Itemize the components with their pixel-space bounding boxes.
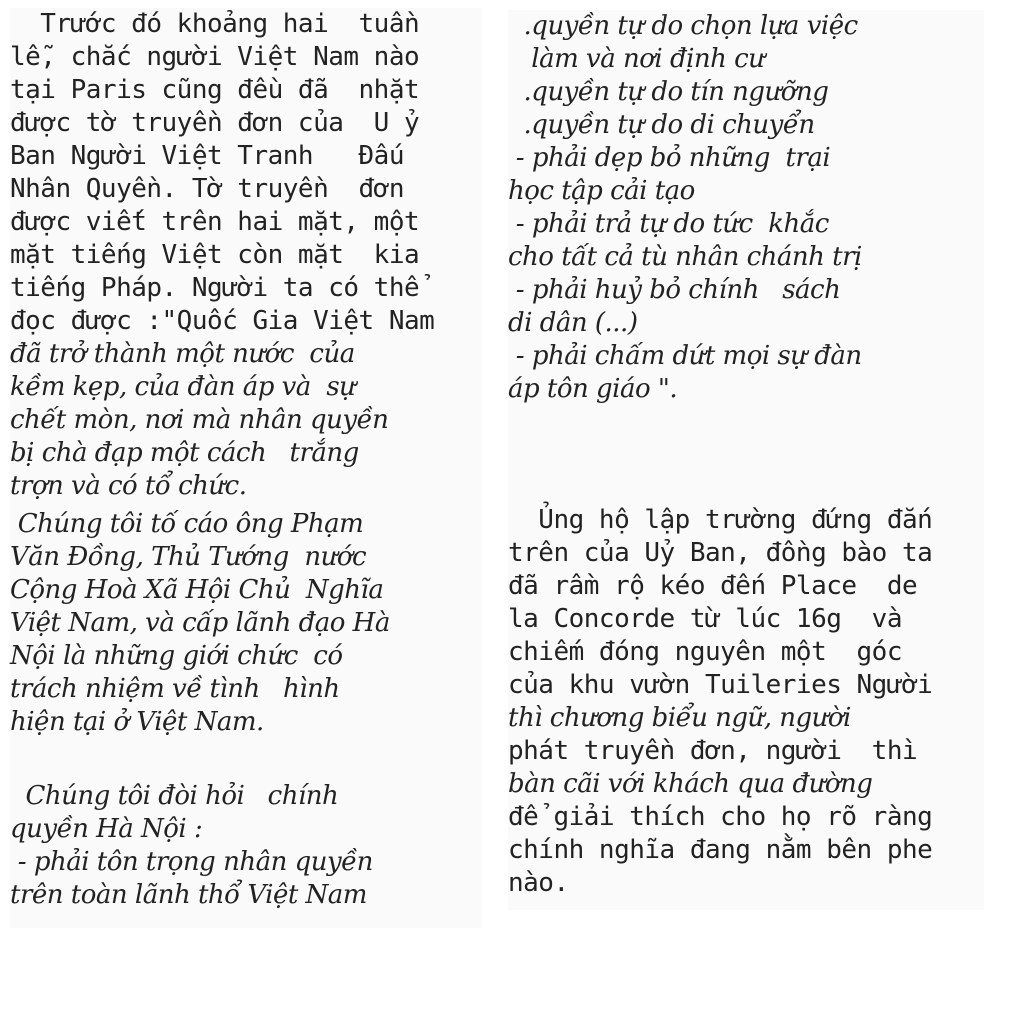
text-line: mặt tiếng Việt còn mặt kia — [10, 240, 420, 270]
text-line: - phải tôn trọng nhân quyền — [10, 847, 373, 877]
text-line: đã rầm rộ kéo đến Place de — [508, 571, 918, 601]
list-item: học tập cải tạo — [508, 176, 695, 206]
text-line: Cộng Hoà Xã Hội Chủ Nghĩa — [10, 575, 384, 605]
paragraph-4 — [508, 504, 932, 900]
text-line: Văn Đồng, Thủ Tướng nước — [10, 542, 367, 572]
text-line: Trước đó khoảng hai tuần — [10, 9, 420, 39]
list-item: .quyền tự do chọn lựa việc — [508, 11, 858, 41]
text-line: bị chà đạp một cách trắng — [10, 438, 359, 468]
text-line: phát truyền đơn, người thì — [508, 736, 918, 766]
paragraph-1 — [10, 8, 434, 503]
text-line: đọc được :"Quốc Gia Việt Nam — [10, 306, 435, 336]
list-item: di dân (...) — [508, 308, 638, 338]
list-item: làm và nơi định cư — [508, 44, 765, 74]
list-item: - phải chấm dứt mọi sự đàn — [508, 341, 862, 371]
list-item: cho tất cả tù nhân chánh trị — [508, 242, 862, 272]
text-line: đã trở thành một nước của — [10, 339, 355, 369]
text-line: được tờ truyền đơn của U ỷ — [10, 108, 420, 138]
list-continued — [508, 10, 862, 406]
text-line: kềm kẹp, của đàn áp và sự — [10, 372, 356, 402]
list-item: .quyền tự do tín ngưỡng — [508, 77, 829, 107]
list-item: - phải huỷ bỏ chính sách — [508, 275, 841, 305]
text-line: trên toàn lãnh thổ Việt Nam — [10, 880, 367, 910]
text-line: chiếm đóng nguyên một góc — [508, 637, 902, 667]
paragraph-2 — [10, 508, 390, 739]
text-line: quyền Hà Nội : — [10, 814, 203, 844]
left-column — [10, 8, 482, 928]
text-line: Ủng hộ lập trường đứng đắn — [508, 505, 933, 535]
text-line: lễ, chắc người Việt Nam nào — [10, 42, 420, 72]
text-line: Nhân Quyền. Tờ truyền đơn — [10, 174, 404, 204]
text-line: để giải thích cho họ rõ ràng — [508, 802, 933, 832]
text-line: tiếng Pháp. Người ta có thể — [10, 273, 420, 303]
text-line: Việt Nam, và cấp lãnh đạo Hà — [10, 608, 390, 638]
text-line: của khu vườn Tuileries Người — [508, 670, 933, 700]
list-item: - phải trả tự do tức khắc — [508, 209, 829, 239]
paragraph-3 — [10, 780, 373, 912]
right-column — [508, 10, 984, 910]
text-line: Chúng tôi đòi hỏi chính — [10, 781, 339, 811]
text-line: trách nhiệm về tình hình — [10, 674, 340, 704]
text-line: thì chương biểu ngữ, người — [508, 703, 851, 733]
text-line: Nội là những giới chức có — [10, 641, 343, 671]
text-line: được viết trên hai mặt, một — [10, 207, 420, 237]
text-line: trợn và có tổ chức. — [10, 471, 247, 501]
list-item: áp tôn giáo ". — [508, 374, 678, 404]
text-line: Chúng tôi tố cáo ông Phạm — [10, 509, 364, 539]
text-line: nào. — [508, 868, 569, 898]
text-line: la Concorde từ lúc 16g và — [508, 604, 902, 634]
text-line: chính nghĩa đang nằm bên phe — [508, 835, 933, 865]
list-item: - phải dẹp bỏ những trại — [508, 143, 831, 173]
text-line: chết mòn, nơi mà nhân quyền — [10, 405, 389, 435]
list-item: .quyền tự do di chuyển — [508, 110, 815, 140]
text-line: bàn cãi với khách qua đường — [508, 769, 873, 799]
text-line: hiện tại ở Việt Nam. — [10, 707, 264, 737]
text-line: tại Paris cũng đều đã nhặt — [10, 75, 420, 105]
text-line: trên của Uỷ Ban, đồng bào ta — [508, 538, 933, 568]
text-line: Ban Người Việt Tranh Đấu — [10, 141, 404, 171]
